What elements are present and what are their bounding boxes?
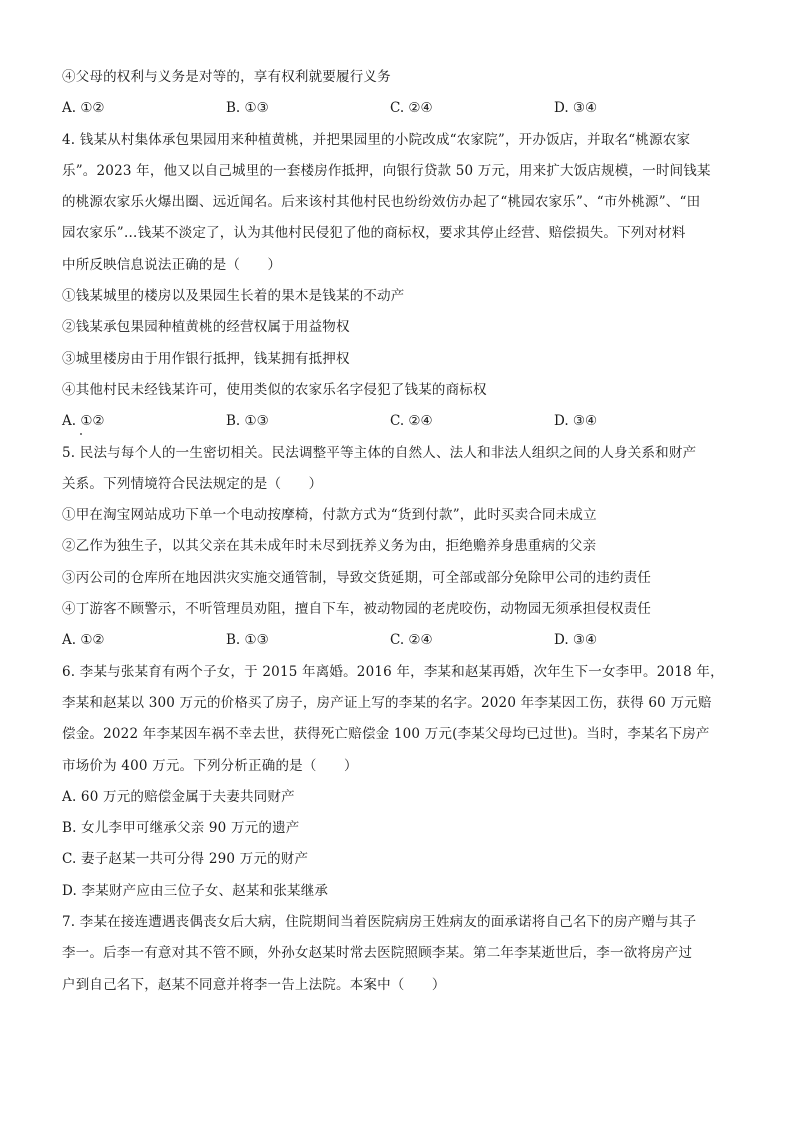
q5-options bbox=[62, 625, 734, 656]
q3-option-d: D. ③④ bbox=[554, 100, 598, 117]
q4-item-2: ②钱某承包果园种植黄桃的经营权属于用益物权 bbox=[62, 319, 350, 336]
q4-option-b: B. ①③ bbox=[226, 413, 269, 430]
q4-stem-line-5: 中所反映信息说法正确的是（ ） bbox=[62, 256, 282, 273]
q5-option-a: A. ①② bbox=[62, 632, 105, 649]
q6-stem-line-2: 李某和赵某以 300 万元的价格买了房子，房产证上写的李某的名字。2020 年李某因工伤，获得 60 万元赔 bbox=[62, 694, 712, 711]
q6-stem-line-1: 6. 李某与张某育有两个子女，于 2015 年离婚。2016 年，李某和赵某再婚，次年生下一女李甲。2018 年， bbox=[62, 663, 724, 680]
q5-option-c: C. ②④ bbox=[390, 632, 433, 649]
q6-choice-c: C. 妻子赵某一共可分得 290 万元的财产 bbox=[62, 851, 309, 868]
q3-item-4: ④父母的权利与义务是对等的，享有权利就要履行义务 bbox=[62, 69, 391, 85]
q3-options bbox=[62, 93, 734, 124]
q7-stem-line-2: 李一。后李一有意对其不管不顾，外孙女赵某时常去医院照顾李某。第二年李某逝世后，李一欲将房产过 bbox=[62, 945, 693, 962]
q3-option-b: B. ①③ bbox=[226, 100, 269, 117]
q5-item-1: ①甲在淘宝网站成功下单一个电动按摩椅，付款方式为“货到付款”，此时买卖合同未成立 bbox=[62, 507, 597, 524]
q4-stem-line-3: 的桃源农家乐火爆出圈、远近闻名。后来该村其他村民也纷纷效仿办起了“桃园农家乐”、“市外桃源”、“田 bbox=[62, 194, 701, 211]
q6-choice-d: D. 李某财产应由三位子女、赵某和张某继承 bbox=[62, 882, 329, 899]
q5-option-b: B. ①③ bbox=[226, 632, 269, 649]
q4-stem-line-4: 园农家乐”…钱某不淡定了，认为其他村民侵犯了他的商标权，要求其停止经营、赔偿损失。下列对材料 bbox=[62, 225, 686, 242]
q7-stem-line-3: 户到自己名下，赵某不同意并将李一告上法院。本案中（ ） bbox=[62, 976, 446, 993]
q4-stem-line-1: 4. 钱某从村集体承包果园用来种植黄桃，并把果园里的小院改成“农家院”，开办饭店，并取名“桃源农家 bbox=[62, 131, 691, 148]
q7-stem-line-1: 7. 李某在接连遭遇丧偶丧女后大病，住院期间当着医院病房王姓病友的面承诺将自己名下的房产赠与其子 bbox=[62, 914, 697, 931]
q4-stem-line-2: 乐”。2023 年，他又以自己城里的一套楼房作抵押，向银行贷款 50 万元，用来扩大饭店规模，一时间钱某 bbox=[62, 162, 711, 179]
q6-stem-line-3: 偿金。2022 年李某因车祸不幸去世，获得死亡赔偿金 100 万元(李某父母均已过世)。当时，李某名下房产 bbox=[62, 726, 710, 743]
q6-choice-b: B. 女儿李甲可继承父亲 90 万元的遗产 bbox=[62, 820, 300, 837]
q5-stem-line-1: 5. 民法与每个人的一生密切相关。民法调整平等主体的自然人、法人和非法人组织之间的人身关系和财产 bbox=[62, 444, 697, 461]
q5-stem-line-2: 关系。下列情境符合民法规定的是（ ） bbox=[62, 475, 323, 492]
q4-option-c: C. ②④ bbox=[390, 413, 433, 430]
stray-dot-mark bbox=[80, 433, 82, 435]
q4-item-3: ③城里楼房由于用作银行抵押，钱某拥有抵押权 bbox=[62, 350, 350, 367]
q5-item-3: ③丙公司的仓库所在地因洪灾实施交通管制，导致交货延期，可全部或部分免除甲公司的违约责任 bbox=[62, 569, 652, 586]
page-content bbox=[62, 62, 734, 1001]
q4-options bbox=[62, 406, 734, 437]
q4-option-d: D. ③④ bbox=[554, 413, 598, 430]
q6-stem-line-4: 市场价为 400 万元。下列分析正确的是（ ） bbox=[62, 757, 358, 774]
q3-option-c: C. ②④ bbox=[390, 100, 433, 117]
q6-choice-a: A. 60 万元的赔偿金属于夫妻共同财产 bbox=[62, 788, 295, 805]
q4-item-1: ①钱某城里的楼房以及果园生长着的果木是钱某的不动产 bbox=[62, 288, 405, 305]
q5-item-4: ④丁游客不顾警示，不听管理员劝阻，擅自下车，被动物园的老虎咬伤，动物园无须承担侵权责任 bbox=[62, 601, 652, 618]
q5-option-d: D. ③④ bbox=[554, 632, 598, 649]
q5-item-2: ②乙作为独生子，以其父亲在其未成年时未尽到抚养义务为由，拒绝赡养身患重病的父亲 bbox=[62, 538, 597, 555]
q4-item-4: ④其他村民未经钱某许可，使用类似的农家乐名字侵犯了钱某的商标权 bbox=[62, 381, 487, 398]
q4-option-a: A. ①② bbox=[62, 413, 105, 430]
q3-option-a: A. ①② bbox=[62, 100, 105, 117]
